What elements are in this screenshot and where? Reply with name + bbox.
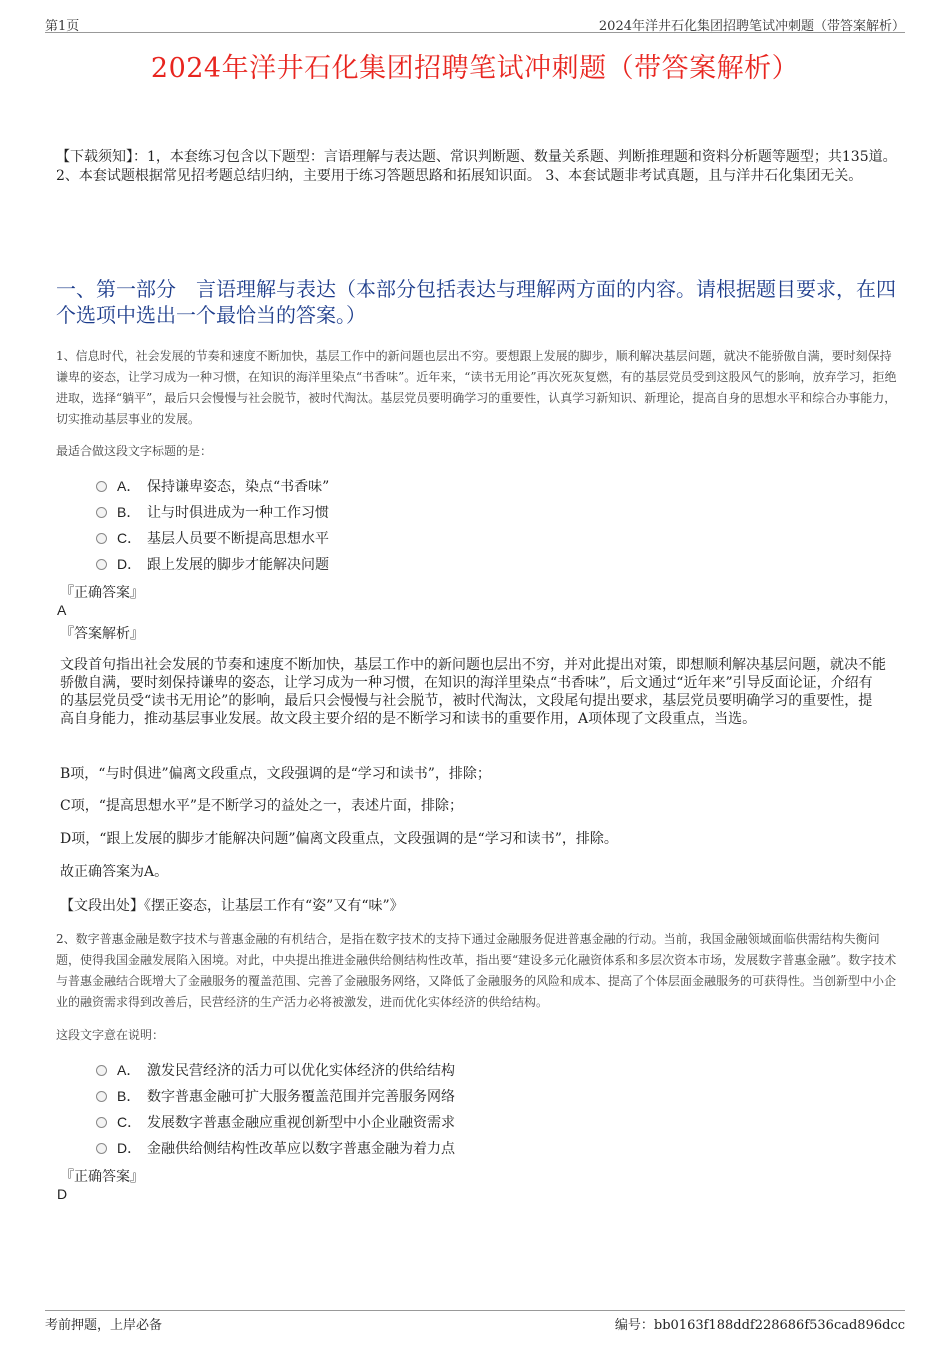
page-title: 2024年洋井石化集团招聘笔试冲刺题（带答案解析） (150, 53, 800, 84)
page-footer (45, 1310, 905, 1333)
radio-icon[interactable] (96, 481, 107, 492)
page-number: 第1页 (45, 19, 80, 34)
analysis-option-b: B项，“与时俱进”偏离文段重点，文段强调的是“学习和读书”，排除； (60, 766, 491, 782)
option-c[interactable]: C． 发展数字普惠金融应重视创新型中小企业融资需求 (96, 1109, 455, 1135)
radio-icon[interactable] (96, 507, 107, 518)
question-1-text: 1、信息时代，社会发展的节奏和速度不断加快，基层工作中的新问题也层出不穷。要想跟上发展的脚步，顺利解决基层问题，就决不能骄傲自满，要时刻保持谦卑的姿态，让学习成为一种习惯，在知识的海洋里染点“书香味”。近年来，“读书无用论”再次死灰复燃，有的基层党员受到这股风气的影响，放弃学习，拒绝进取，选择“躺平”，最后只会慢慢与社会脱节，被时代淘汰。基层党员要明确学习的重要性，认真学习新知识、新理论，提高自身的思想水平和综合办事能力，切实推动基层事业的发展。 (56, 349, 897, 426)
question-1-prompt: 最适合做这段文字标题的是： (56, 444, 213, 458)
radio-icon[interactable] (96, 559, 107, 570)
download-notice: 【下载须知】：1，本套练习包含以下题型：言语理解与表达题、常识判断题、数量关系题、判断推理题和资料分析题等题型；共135道。 2、本套试题根据常见招考题总结归纳，主要用于练习答题思路和拓展知识面。 3、本套试题非考试真题，且与洋井石化集团无关。 (56, 149, 897, 184)
radio-icon[interactable] (96, 533, 107, 544)
analysis-paragraph: 文段首句指出社会发展的节奏和速度不断加快，基层工作中的新问题也层出不穷，并对此提出对策，即想顺利解决基层问题，就决不能骄傲自满，要时刻保持谦卑的姿态，让学习成为一种习惯，在知识的海洋里染点“书香味”，后文通过“近年来”引导反面论证，介绍有的基层党员受“读书无用论”的影响，最后只会慢慢与社会脱节，被时代淘汰，文段尾句提出要求，基层党员要明确学习的重要性，提高自身能力，推动基层事业发展。故文段主要介绍的是不断学习和读书的重要作用，A项体现了文段重点，当选。 (60, 657, 886, 727)
analysis-source: 【文段出处】《摆正姿态，让基层工作有“姿”又有“味”》 (60, 898, 404, 914)
analysis-conclusion: 故正确答案为A。 (60, 864, 169, 880)
question-1-options (96, 473, 329, 577)
footer-slogan: 考前押题，上岸必备 (45, 1318, 163, 1333)
analysis-label: 『答案解析』 (60, 626, 144, 642)
option-b[interactable]: B． 数字普惠金融可扩大服务覆盖范围并完善服务网络 (96, 1083, 455, 1109)
option-a[interactable]: A． 保持谦卑姿态，染点“书香味” (96, 473, 329, 499)
option-d[interactable]: D． 跟上发展的脚步才能解决问题 (96, 551, 329, 577)
analysis-option-c: C项，“提高思想水平”是不断学习的益处之一，表述片面，排除； (60, 798, 464, 814)
option-c[interactable]: C． 基层人员要不断提高思想水平 (96, 525, 329, 551)
header-doc-title: 2024年洋井石化集团招聘笔试冲刺题（带答案解析） (598, 19, 905, 34)
question-2-text: 2、数字普惠金融是数字技术与普惠金融的有机结合，是指在数字技术的支持下通过金融服务促进普惠金融的行动。当前，我国金融领域面临供需结构失衡问题，使得我国金融发展陷入困境。对此，中央提出推进金融供给侧结构性改革，指出要“建设多元化融资体系和多层次资本市场，发展数字普惠金融”。数字技术与普惠金融结合既增大了金融服务的覆盖范围、完善了金融服务网络，又降低了金融服务的风险和成本、提高了个体层面金融服务的可获得性。当创新型中小企业的融资需求得到改善后，民营经济的生产活力必将被激发，进而优化实体经济的供给结构。 (56, 932, 897, 1009)
analysis-option-d: D项，“跟上发展的脚步才能解决问题”偏离文段重点，文段强调的是“学习和读书”，排除。 (60, 831, 618, 847)
radio-icon[interactable] (96, 1065, 107, 1076)
option-a[interactable]: A． 激发民营经济的活力可以优化实体经济的供给结构 (96, 1057, 455, 1083)
option-d[interactable]: D． 金融供给侧结构性改革应以数字普惠金融为着力点 (96, 1135, 455, 1161)
question-2-prompt: 这段文字意在说明： (56, 1028, 165, 1042)
page-header (45, 12, 905, 33)
question-2-options (96, 1057, 455, 1161)
option-b[interactable]: B． 让与时俱进成为一种工作习惯 (96, 499, 329, 525)
answer-label: 『正确答案』 (60, 1169, 144, 1185)
answer-label: 『正确答案』 (60, 585, 144, 601)
radio-icon[interactable] (96, 1117, 107, 1128)
section-title: 一、第一部分 言语理解与表达（本部分包括表达与理解两方面的内容。请根据题目要求，在四个选项中选出一个最恰当的答案。） (56, 277, 896, 327)
document-id: 编号：bb0163f188ddf228686f536cad896dcc (614, 1318, 905, 1333)
radio-icon[interactable] (96, 1091, 107, 1102)
correct-answer: D (57, 1186, 68, 1202)
correct-answer: A (57, 602, 67, 618)
radio-icon[interactable] (96, 1143, 107, 1154)
